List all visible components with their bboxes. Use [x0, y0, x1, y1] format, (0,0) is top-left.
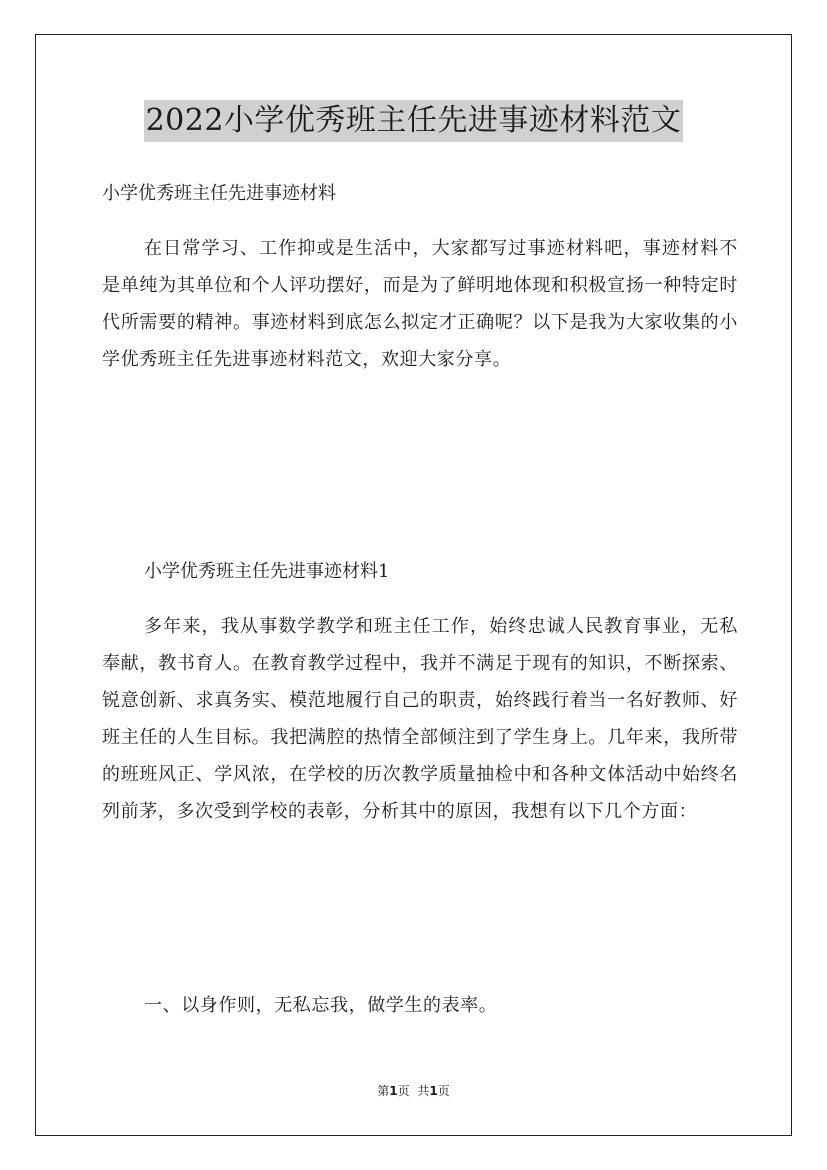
document-subtitle: 小学优秀班主任先进事迹材料 [102, 183, 336, 204]
page-suffix: 页 [397, 1084, 410, 1098]
total-prefix: 共 [417, 1084, 430, 1098]
point-one-paragraph: 一、以身作则，无私忘我，做学生的表率。 [144, 995, 498, 1016]
page-footer [0, 1082, 827, 1100]
total-pages: 1 [429, 1084, 438, 1098]
page-number: 1 [389, 1084, 398, 1098]
page-prefix: 第 [377, 1084, 390, 1098]
document-title: 2022小学优秀班主任先进事迹材料范文 [144, 100, 684, 142]
body-paragraph: 多年来，我从事数学教学和班主任工作，始终忠诚人民教育事业，无私奉献，教书育人。在教育教学过程中，我并不满足于现有的知识，不断探索、锐意创新、求真务实、模范地履行自己的职责，始终践行着当一名好教师、好班主任的人生目标。我把满腔的热情全部倾注到了学生身上。几年来，我所带的班班风正、学风浓，在学校的历次教学质量抽检中和各种文体活动中始终名列前茅，多次受到学校的表彰，分析其中的原因，我想有以下几个方面： [102, 616, 738, 822]
total-suffix: 页 [437, 1084, 450, 1098]
intro-paragraph: 在日常学习、工作抑或是生活中，大家都写过事迹材料吧，事迹材料不是单纯为其单位和个人评功摆好，而是为了鲜明地体现和积极宣扬一种特定时代所需要的精神。事迹材料到底怎么拟定才正确呢？以下是我为大家收集的小学优秀班主任先进事迹材料范文，欢迎大家分享。 [102, 238, 738, 370]
title-container [0, 100, 827, 142]
section-heading: 小学优秀班主任先进事迹材料1 [144, 561, 390, 582]
